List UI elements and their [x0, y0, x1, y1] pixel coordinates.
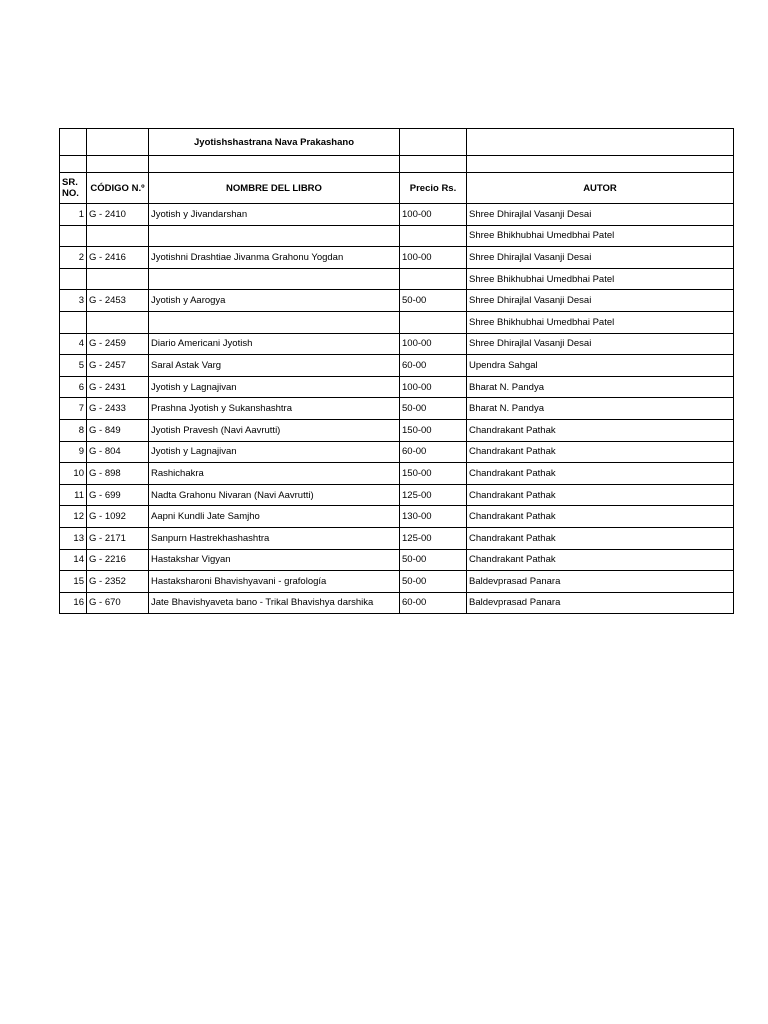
table-row [60, 419, 734, 441]
cell-code: G - 2457 [87, 355, 149, 377]
table-row [60, 592, 734, 614]
cell-sr-no: 16 [60, 592, 87, 614]
cell-price: 50-00 [400, 398, 467, 420]
cell-price: 60-00 [400, 355, 467, 377]
cell-author: Bharat N. Pandya [467, 376, 734, 398]
table-row [60, 333, 734, 355]
table-row [60, 549, 734, 571]
cell-price: 100-00 [400, 204, 467, 226]
cell-author: Baldevprasad Panara [467, 571, 734, 593]
cell-code: G - 1092 [87, 506, 149, 528]
cell-book-name: Jyotish y Jivandarshan [149, 204, 400, 226]
cell-author: Shree Bhikhubhai Umedbhai Patel [467, 268, 734, 290]
cell-code: G - 2453 [87, 290, 149, 312]
cell-price: 125-00 [400, 527, 467, 549]
cell-book-name [149, 268, 400, 290]
cell-sr-no: 9 [60, 441, 87, 463]
cell-book-name: Nadta Grahonu Nivaran (Navi Aavrutti) [149, 484, 400, 506]
table-row [60, 398, 734, 420]
cell-price: 130-00 [400, 506, 467, 528]
cell-sr-no [60, 268, 87, 290]
cell-book-name: Hastaksharoni Bhavishyavani - grafología [149, 571, 400, 593]
cell-author: Baldevprasad Panara [467, 592, 734, 614]
cell-code: G - 2216 [87, 549, 149, 571]
cell-sr-no: 7 [60, 398, 87, 420]
cell-sr-no: 14 [60, 549, 87, 571]
table-row [60, 527, 734, 549]
header-book-name: NOMBRE DEL LIBRO [149, 173, 400, 204]
cell-price: 100-00 [400, 376, 467, 398]
cell-author: Shree Dhirajlal Vasanji Desai [467, 247, 734, 269]
cell-code: G - 2352 [87, 571, 149, 593]
cell-code: G - 2459 [87, 333, 149, 355]
cell-author: Upendra Sahgal [467, 355, 734, 377]
table-row [60, 484, 734, 506]
cell-price [400, 225, 467, 247]
cell-author: Shree Dhirajlal Vasanji Desai [467, 333, 734, 355]
cell-book-name: Hastakshar Vigyan [149, 549, 400, 571]
cell-code: G - 898 [87, 463, 149, 485]
cell-price: 50-00 [400, 290, 467, 312]
cell-book-name: Aapni Kundli Jate Samjho [149, 506, 400, 528]
cell-sr-no: 15 [60, 571, 87, 593]
cell-price [400, 268, 467, 290]
table-row [60, 571, 734, 593]
header-code: CÓDIGO N.º [87, 173, 149, 204]
cell-book-name: Jyotishni Drashtiae Jivanma Grahonu Yogdan [149, 247, 400, 269]
table-row [60, 311, 734, 333]
cell-sr-no: 2 [60, 247, 87, 269]
cell-author: Bharat N. Pandya [467, 398, 734, 420]
cell-sr-no: 6 [60, 376, 87, 398]
cell-book-name: Jyotish y Aarogya [149, 290, 400, 312]
cell-author: Shree Bhikhubhai Umedbhai Patel [467, 311, 734, 333]
cell-book-name: Rashichakra [149, 463, 400, 485]
cell-author: Chandrakant Pathak [467, 549, 734, 571]
cell-code: G - 2171 [87, 527, 149, 549]
cell-author: Shree Bhikhubhai Umedbhai Patel [467, 225, 734, 247]
cell-code [87, 225, 149, 247]
cell-sr-no: 5 [60, 355, 87, 377]
table-row [60, 355, 734, 377]
book-price-table [59, 128, 734, 614]
table-row [60, 506, 734, 528]
cell-book-name [149, 311, 400, 333]
cell-book-name [149, 225, 400, 247]
cell-sr-no: 4 [60, 333, 87, 355]
header-price: Precio Rs. [400, 173, 467, 204]
cell-code: G - 804 [87, 441, 149, 463]
cell-code [87, 268, 149, 290]
cell-author: Shree Dhirajlal Vasanji Desai [467, 290, 734, 312]
table-row [60, 463, 734, 485]
cell-book-name: Diario Americani Jyotish [149, 333, 400, 355]
cell-sr-no: 12 [60, 506, 87, 528]
cell-book-name: Saral Astak Varg [149, 355, 400, 377]
cell-price [400, 311, 467, 333]
cell-book-name: Jate Bhavishyaveta bano - Trikal Bhavishya darshika [149, 592, 400, 614]
table-row [60, 268, 734, 290]
cell-author: Chandrakant Pathak [467, 506, 734, 528]
header-author: AUTOR [467, 173, 734, 204]
cell-sr-no: 3 [60, 290, 87, 312]
cell-sr-no [60, 311, 87, 333]
cell-sr-no [60, 225, 87, 247]
cell-sr-no: 8 [60, 419, 87, 441]
cell-author: Chandrakant Pathak [467, 419, 734, 441]
cell-author: Chandrakant Pathak [467, 527, 734, 549]
cell-sr-no: 10 [60, 463, 87, 485]
cell-book-name: Sanpurn Hastrekhashashtra [149, 527, 400, 549]
sheet-title: Jyotishshastrana Nava Prakashano [149, 129, 400, 156]
cell-price: 150-00 [400, 463, 467, 485]
cell-book-name: Jyotish Pravesh (Navi Aavrutti) [149, 419, 400, 441]
cell-code: G - 849 [87, 419, 149, 441]
cell-book-name: Jyotish y Lagnajivan [149, 376, 400, 398]
cell-code [87, 311, 149, 333]
cell-sr-no: 1 [60, 204, 87, 226]
cell-price: 150-00 [400, 419, 467, 441]
cell-code: G - 2416 [87, 247, 149, 269]
table-row [60, 376, 734, 398]
header-sr-no: SR. NO. [60, 173, 87, 204]
cell-price: 50-00 [400, 571, 467, 593]
cell-sr-no: 11 [60, 484, 87, 506]
cell-code: G - 699 [87, 484, 149, 506]
title-row [60, 129, 734, 156]
cell-author: Chandrakant Pathak [467, 441, 734, 463]
header-row [60, 173, 734, 204]
cell-code: G - 2431 [87, 376, 149, 398]
cell-price: 100-00 [400, 333, 467, 355]
cell-price: 60-00 [400, 592, 467, 614]
table-row [60, 225, 734, 247]
cell-code: G - 2433 [87, 398, 149, 420]
cell-sr-no: 13 [60, 527, 87, 549]
cell-book-name: Prashna Jyotish y Sukanshashtra [149, 398, 400, 420]
table-row [60, 290, 734, 312]
cell-author: Chandrakant Pathak [467, 484, 734, 506]
cell-price: 100-00 [400, 247, 467, 269]
cell-price: 125-00 [400, 484, 467, 506]
table-row [60, 247, 734, 269]
cell-code: G - 670 [87, 592, 149, 614]
cell-price: 60-00 [400, 441, 467, 463]
table-row [60, 204, 734, 226]
cell-author: Shree Dhirajlal Vasanji Desai [467, 204, 734, 226]
table-row [60, 441, 734, 463]
blank-row [60, 156, 734, 173]
cell-book-name: Jyotish y Lagnajivan [149, 441, 400, 463]
cell-price: 50-00 [400, 549, 467, 571]
cell-code: G - 2410 [87, 204, 149, 226]
cell-author: Chandrakant Pathak [467, 463, 734, 485]
